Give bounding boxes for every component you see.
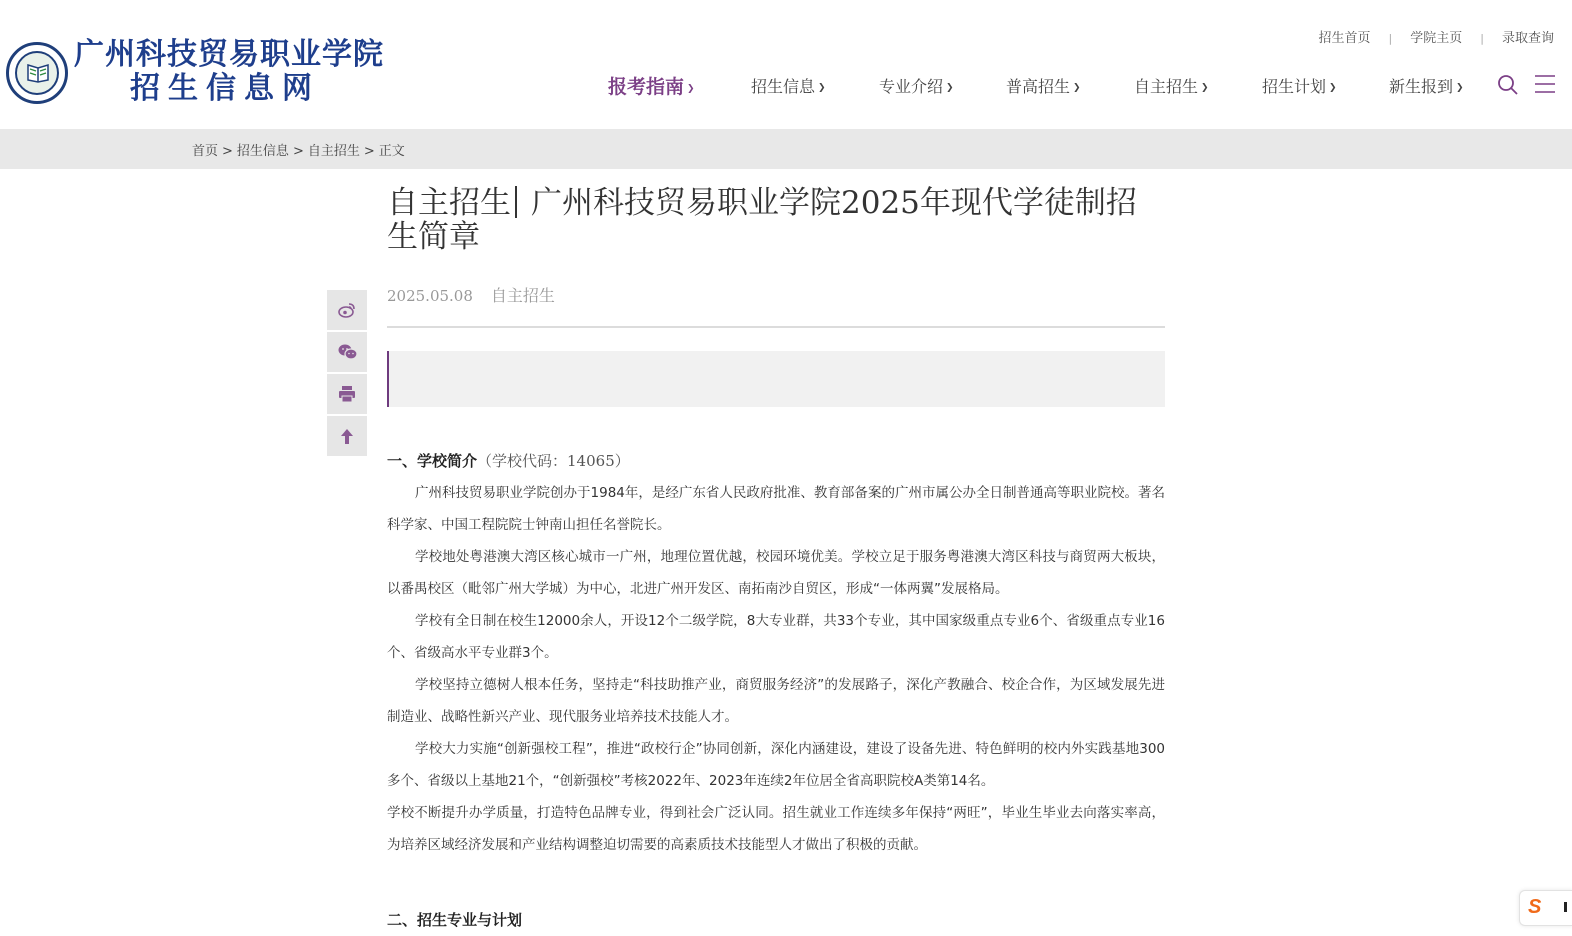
nav-label: 报考指南 xyxy=(608,76,685,98)
chevron-down-icon: ❯ xyxy=(1329,83,1337,93)
article-date: 2025.05.08 xyxy=(387,287,473,305)
breadcrumb-separator: > xyxy=(222,144,233,159)
chevron-down-icon: ❯ xyxy=(818,83,826,93)
back-to-top-icon xyxy=(338,427,356,445)
nav-item-general-admission[interactable] xyxy=(1006,74,1081,97)
search-icon[interactable] xyxy=(1497,74,1519,96)
nav-item-admission-info[interactable] xyxy=(751,74,826,97)
nav-item-independent-admission[interactable] xyxy=(1134,74,1209,97)
nav-item-majors[interactable] xyxy=(879,74,954,97)
back-to-top-button[interactable] xyxy=(327,416,367,456)
toplink-admission-home[interactable]: 招生首页 xyxy=(1318,31,1371,46)
print-icon xyxy=(338,385,356,403)
breadcrumb-separator: > xyxy=(292,144,304,159)
widget-handle xyxy=(1564,902,1567,912)
article-title-text: 广州科技贸易职业学院2025年现代学徒制招生简章 xyxy=(387,185,1137,255)
site-title-line2: 招生信息网 xyxy=(130,71,320,106)
nav-label: 新生报到 xyxy=(1389,77,1454,96)
print-button[interactable] xyxy=(327,374,367,414)
breadcrumb-admission-info[interactable]: 招生信息 xyxy=(236,144,289,159)
chevron-down-icon: ❯ xyxy=(1073,83,1081,93)
paragraph: 学校大力实施“创新强校工程”，推进“政校行企”协同创新，深化内涵建设，建设了设备先进、特色鲜明的校内外实践基地300多个、省级以上基地21个，“创新强校”考核2022年、2023年连续2年位居全省高职院校A类第14名。 xyxy=(387,741,1165,789)
article-category-label: 自主招生 xyxy=(387,185,511,221)
paragraph: 广州科技贸易职业学院创办于1984年，是经广东省人民政府批准、教育部备案的广州市属公办全日制普通高等职业院校。著名科学家、中国工程院院士钟南山担任名誉院长。 xyxy=(387,485,1165,533)
title-divider xyxy=(515,186,517,218)
paragraph: 学校地处粤港澳大湾区核心城市一广州，地理位置优越，校园环境优美。学校立足于服务粤港澳大湾区科技与商贸两大板块，以番禺校区（毗邻广州大学城）为中心，北进广州开发区、南拓南沙自贸区，形成“一体两翼”发展格局。 xyxy=(387,549,1165,597)
top-links xyxy=(1319,27,1554,46)
section-heading xyxy=(387,445,1165,477)
nav-item-guide[interactable] xyxy=(608,72,695,99)
breadcrumb-independent-admission[interactable]: 自主招生 xyxy=(307,144,360,159)
site-title-line1: 广州科技贸易职业学院 xyxy=(74,37,384,72)
toplink-college-home[interactable]: 学院主页 xyxy=(1410,31,1463,46)
site-header xyxy=(0,0,1572,129)
share-wechat-button[interactable] xyxy=(327,332,367,372)
breadcrumb-bar xyxy=(0,129,1572,169)
title-divider-line xyxy=(387,326,1165,328)
article-summary-box xyxy=(387,351,1165,407)
nav-label: 招生计划 xyxy=(1262,77,1327,96)
breadcrumb-separator: > xyxy=(363,144,375,159)
school-logo[interactable] xyxy=(6,42,68,104)
site-title[interactable] xyxy=(74,38,394,106)
nav-label: 专业介绍 xyxy=(879,77,944,96)
paragraph: 学校不断提升办学质量，打造特色品牌专业，得到社会广泛认同。招生就业工作连续多年保持“两旺”，毕业生毕业去向落实率高，为培养区域经济发展和产业结构调整迫切需要的高素质技术技能型人才做出了积极的贡献。 xyxy=(387,805,1165,853)
section-heading: 二、招生专业与计划 xyxy=(387,911,523,929)
weibo-icon xyxy=(338,301,356,319)
article-body xyxy=(387,445,1165,936)
logo-book-icon xyxy=(26,61,50,83)
wechat-icon xyxy=(338,343,358,361)
article-meta xyxy=(387,283,1165,306)
section-title: 一、学校简介 xyxy=(387,452,478,470)
paragraph: 学校有全日制在校生12000余人，开设12个二级学院，8大专业群，共33个专业，其中国家级重点专业6个、省级重点专业16个、省级高水平专业群3个。 xyxy=(387,613,1165,661)
toplink-admission-query[interactable]: 录取查询 xyxy=(1501,31,1554,46)
chevron-down-icon: ❯ xyxy=(687,84,695,94)
paragraph: 学校坚持立德树人根本任务，坚持走“科技助推产业，商贸服务经济”的发展路子，深化产教融合、校企合作，为区域发展先进制造业、战略性新兴产业、现代服务业培养技术技能人才。 xyxy=(387,677,1165,725)
nav-label: 招生信息 xyxy=(751,77,816,96)
share-weibo-button[interactable] xyxy=(327,290,367,330)
nav-item-freshman-registration[interactable] xyxy=(1389,74,1464,97)
share-sidebar xyxy=(327,290,367,458)
nav-label: 自主招生 xyxy=(1134,77,1199,96)
school-code: （学校代码：14065） xyxy=(477,452,630,470)
nav-label: 普高招生 xyxy=(1006,77,1071,96)
toplink-separator: | xyxy=(1480,32,1484,45)
toplink-separator: | xyxy=(1388,32,1393,45)
chevron-down-icon: ❯ xyxy=(1201,83,1209,93)
breadcrumb-home[interactable]: 首页 xyxy=(192,144,219,159)
sogou-logo-icon: S xyxy=(1528,896,1542,918)
chevron-down-icon: ❯ xyxy=(1456,83,1464,93)
chevron-down-icon: ❯ xyxy=(946,83,954,93)
menu-icon[interactable] xyxy=(1535,74,1555,94)
floating-input-widget[interactable] xyxy=(1519,890,1572,926)
breadcrumb xyxy=(192,140,405,159)
article-meta-category[interactable]: 自主招生 xyxy=(490,286,555,305)
breadcrumb-current: 正文 xyxy=(378,144,405,159)
article-title xyxy=(387,186,1165,254)
article xyxy=(387,186,1165,936)
nav-item-admission-plan[interactable] xyxy=(1262,74,1337,97)
